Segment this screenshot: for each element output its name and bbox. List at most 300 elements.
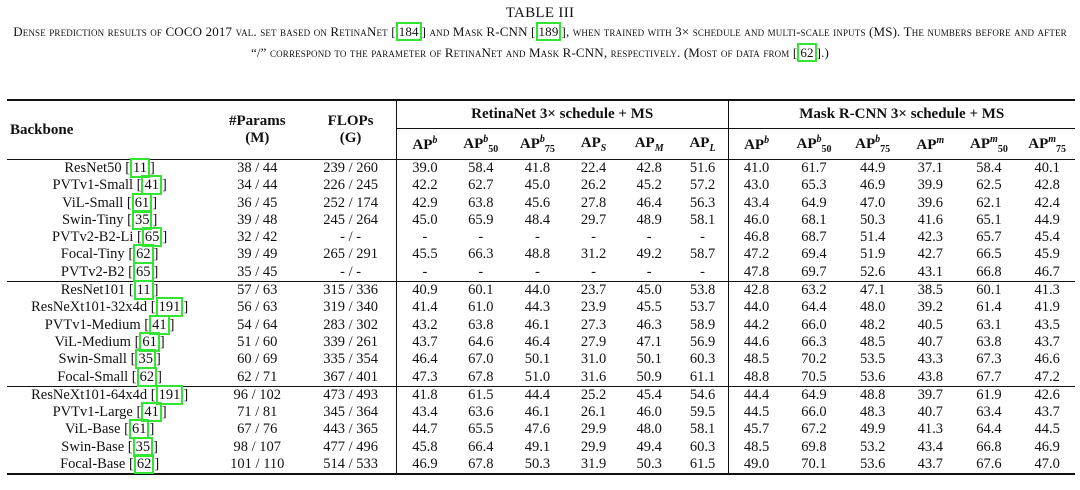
header-metric: $AP_M$ [634, 134, 664, 154]
table-body [7, 160, 1075, 475]
metric-value-cell: 66.0 [801, 316, 827, 333]
metric-value-cell: 47.3 [412, 368, 438, 385]
metric-value-cell: 67.2 [801, 421, 827, 438]
metric-value-cell: 48.5 [743, 351, 770, 368]
metric-value-cell: 48.8 [743, 368, 770, 385]
citation-link[interactable]: 41 [149, 315, 170, 335]
table-row [7, 317, 1075, 334]
metric-value-cell: 47.0 [859, 194, 886, 211]
metric-value-cell: 46.9 [396, 456, 453, 474]
metric-value-cell: 46.9 [859, 177, 886, 194]
metric-value-cell: 67.0 [468, 351, 494, 368]
metric-value-cell: 49.4 [636, 438, 662, 455]
metric-value-cell: 48.9 [636, 211, 662, 228]
metric-value-cell: 67.8 [453, 456, 509, 474]
flops-cell: 443 / 365 [305, 421, 396, 438]
metric-value-cell: 23.9 [580, 299, 607, 316]
metric-value-cell: 43.0 [743, 177, 770, 194]
metric-value-cell: 51.6 [677, 160, 728, 178]
header-metric: $AP^b$ [744, 134, 770, 153]
params-cell: 60 / 69 [237, 351, 278, 368]
metric-value-cell: 42.4 [1034, 194, 1060, 211]
metric-value-cell: 45.8 [412, 438, 438, 455]
citation-link[interactable]: 61 [132, 193, 153, 213]
metric-value-cell: 42.8 [621, 160, 678, 178]
metric-value-cell: 42.9 [412, 194, 438, 211]
metric-value-cell: 53.5 [859, 351, 886, 368]
metric-value-cell: 43.2 [412, 316, 438, 333]
metric-value-cell: 46.6 [1034, 351, 1060, 368]
metric-value-cell: 56.3 [677, 195, 728, 212]
metric-value-cell: 63.4 [976, 404, 1002, 421]
params-cell: 67 / 76 [237, 421, 278, 438]
table-row [7, 369, 1075, 387]
citation-link[interactable]: 62 [797, 43, 816, 62]
metric-value-cell: 58.1 [677, 421, 728, 438]
metric-value-cell: 58.7 [677, 246, 728, 263]
metric-value-cell: 60.3 [677, 439, 728, 456]
table-row [7, 246, 1075, 263]
metric-value-cell: 61.1 [677, 369, 728, 387]
metric-value-cell: 44.6 [743, 333, 770, 350]
metric-value-cell: 44.3 [524, 299, 551, 316]
metric-value-cell: 46.3 [636, 316, 662, 333]
flops-cell: 477 / 496 [305, 439, 396, 456]
params-cell: 101 / 110 [209, 456, 305, 474]
metric-value-cell: 43.4 [917, 438, 943, 455]
metric-value-cell: 66.8 [976, 263, 1002, 280]
table-row [7, 351, 1075, 368]
backbone-cell: ResNeXt101-32x4d [ 191 ] [31, 299, 189, 316]
header-metric: $AP_S$ [580, 134, 607, 154]
citation-link[interactable]: 41 [141, 402, 162, 422]
citation-link[interactable]: 62 [134, 454, 155, 474]
citation-link[interactable]: 61 [129, 419, 150, 439]
params-cell: 36 / 45 [237, 194, 278, 211]
backbone-cell: Swin-Tiny [ 35 ] [61, 211, 158, 228]
metric-value-cell: 40.5 [917, 316, 943, 333]
metric-value-cell: 64.4 [976, 421, 1002, 438]
header-metric: $AP^b_{75}$ [855, 133, 891, 155]
metric-value-cell: 41.8 [396, 386, 453, 404]
table-row [7, 421, 1075, 438]
backbone-cell: Swin-Small [ 35 ] [58, 351, 161, 368]
metric-value-cell: 49.2 [636, 246, 662, 263]
table-row [7, 229, 1075, 246]
metric-value-cell: 46.7 [1034, 263, 1060, 280]
metric-value-cell: 58.9 [677, 317, 728, 334]
params-cell: 39 / 49 [237, 246, 278, 263]
flops-cell: 226 / 245 [305, 177, 396, 194]
params-cell: 96 / 102 [209, 386, 305, 404]
metric-value-cell: 60.1 [453, 282, 509, 300]
metric-value-cell: 43.7 [902, 456, 959, 474]
metric-value-cell: 50.1 [524, 351, 551, 368]
flops-cell: - / - [305, 229, 396, 246]
params-cell: 32 / 42 [237, 229, 278, 246]
metric-value-cell: 51.9 [859, 246, 886, 263]
metric-value-cell: 52.6 [859, 263, 886, 280]
citation-link[interactable]: 35 [135, 349, 156, 369]
metric-value-cell: 39.0 [396, 160, 453, 178]
table-row [7, 404, 1075, 421]
metric-value-cell: - [591, 229, 596, 246]
metric-value-cell: 45.4 [621, 386, 678, 404]
flops-cell: 315 / 336 [305, 282, 396, 300]
table-caption: Dense prediction results of COCO 2017 val. set based on RetinaNet [ 184 ] and Mask R-CNN [ 189 ], when trained with 3× schedule and multi-scale inputs (MS). The numbers before and after “/” correspond to the parameter of RetinaNet and Mask R-CNN, respectively. (Most of data from [ 62 ].) [13, 24, 1067, 60]
backbone-cell: ViL-Small [ 61 ] [62, 194, 158, 211]
metric-value-cell: 61.9 [959, 386, 1020, 404]
flops-cell: 514 / 533 [305, 456, 396, 474]
metric-value-cell: 47.1 [843, 282, 902, 300]
citation-link[interactable]: 65 [142, 227, 163, 247]
metric-value-cell: 23.7 [566, 282, 621, 300]
backbone-cell: Focal-Tiny [ 62 ] [60, 246, 159, 263]
metric-value-cell: 27.9 [580, 333, 607, 350]
metric-value-cell: 47.6 [524, 421, 551, 438]
metric-value-cell: 48.8 [843, 386, 902, 404]
params-cell: 39 / 48 [237, 211, 278, 228]
metric-value-cell: 43.7 [1034, 404, 1060, 421]
metric-value-cell: 53.6 [843, 456, 902, 474]
metric-value-cell: 49.9 [859, 421, 886, 438]
table-row [7, 195, 1075, 212]
metric-value-cell: 49.0 [728, 456, 785, 474]
metric-value-cell: 47.2 [1034, 368, 1060, 385]
metric-value-cell: 46.0 [636, 404, 662, 421]
metric-value-cell: 45.2 [636, 177, 662, 194]
metric-value-cell: 40.1 [1019, 160, 1075, 178]
metric-value-cell: 68.7 [801, 229, 827, 246]
metric-value-cell: 48.3 [859, 404, 886, 421]
results-table [7, 99, 1075, 475]
metric-value-cell: 50.3 [859, 211, 886, 228]
metric-value-cell: 66.0 [801, 404, 827, 421]
metric-value-cell: 37.1 [902, 160, 959, 178]
metric-value-cell: 70.5 [801, 368, 827, 385]
metric-value-cell: - [646, 263, 652, 280]
backbone-cell: PVTv1-Medium [ 41 ] [44, 316, 175, 333]
table-row [7, 177, 1075, 194]
metric-value-cell: - [422, 229, 428, 246]
citation-link[interactable]: 41 [141, 175, 162, 195]
metric-value-cell: 46.4 [412, 351, 438, 368]
metric-value-cell: 63.8 [976, 333, 1002, 350]
citation-link[interactable]: 62 [133, 244, 154, 264]
metric-value-cell: 29.9 [580, 421, 607, 438]
metric-value-cell: 42.6 [1019, 386, 1075, 404]
metric-value-cell: 29.7 [580, 211, 607, 228]
flops-cell: 252 / 174 [305, 195, 396, 212]
metric-value-cell: 25.2 [566, 386, 621, 404]
flops-cell: 367 / 401 [305, 369, 396, 387]
backbone-cell: PVTv1-Small [ 41 ] [52, 177, 167, 194]
metric-value-cell: 42.2 [412, 177, 438, 194]
citation-link[interactable]: 35 [132, 210, 153, 230]
params-cell: 51 / 60 [237, 333, 278, 350]
metric-value-cell: 61.5 [453, 386, 509, 404]
backbone-cell: ViL-Base [ 61 ] [64, 421, 155, 438]
metric-value-cell: 22.4 [566, 160, 621, 178]
table-header [7, 100, 1075, 160]
flops-cell: 473 / 493 [305, 386, 396, 404]
metric-value-cell: 39.9 [917, 177, 943, 194]
citation-link[interactable]: 191 [156, 297, 184, 317]
header-metric: $AP_L$ [677, 129, 728, 160]
table-row [7, 386, 1075, 404]
metric-value-cell: 44.9 [843, 160, 902, 178]
metric-value-cell: 61.0 [468, 299, 494, 316]
citation-link[interactable]: 11 [130, 158, 150, 178]
metric-value-cell: 48.4 [524, 211, 551, 228]
metric-value-cell: 48.5 [859, 333, 886, 350]
table-row [7, 264, 1075, 282]
metric-value-cell: 66.3 [468, 246, 494, 263]
header-metric: $AP^b_{50}$ [796, 133, 832, 155]
metric-value-cell: 61.5 [677, 456, 728, 474]
flops-cell: 335 / 354 [305, 351, 396, 368]
metric-value-cell: 44.9 [1034, 211, 1060, 228]
metric-value-cell: - [422, 263, 428, 280]
flops-cell: 265 / 291 [305, 246, 396, 263]
metric-value-cell: 58.4 [959, 160, 1020, 178]
backbone-cell: ViL-Medium [ 61 ] [54, 333, 165, 350]
header-flops: FLOPs (G) [305, 100, 396, 160]
metric-value-cell: 62.7 [468, 177, 494, 194]
metric-value-cell: 67.7 [976, 368, 1002, 385]
backbone-cell: PVTv2-B2-Li [ 65 ] [52, 229, 168, 246]
metric-value-cell: 48.5 [743, 438, 770, 455]
metric-value-cell: 60.3 [677, 351, 728, 368]
metric-value-cell: 42.7 [917, 246, 943, 263]
metric-value-cell: 44.4 [509, 386, 567, 404]
metric-value-cell: 31.0 [580, 351, 607, 368]
citation-link[interactable]: 61 [139, 332, 160, 352]
metric-value-cell: 45.5 [636, 299, 662, 316]
metric-value-cell: 46.4 [524, 333, 551, 350]
metric-value-cell: 42.8 [728, 282, 785, 300]
metric-value-cell: 68.1 [801, 211, 827, 228]
citation-link[interactable]: 65 [133, 262, 154, 282]
metric-value-cell: 57.2 [677, 177, 728, 194]
metric-value-cell: - [677, 264, 728, 282]
metric-value-cell: 54.6 [677, 386, 728, 404]
metric-value-cell: 65.5 [468, 421, 494, 438]
metric-value-cell: 39.6 [917, 194, 943, 211]
metric-value-cell: 56.9 [677, 334, 728, 351]
table-row [7, 334, 1075, 351]
metric-value-cell: 46.1 [524, 316, 551, 333]
metric-value-cell: 66.5 [976, 246, 1002, 263]
metric-value-cell: 59.5 [677, 404, 728, 421]
header-metric: $AP^m_{75}$ [1028, 133, 1067, 155]
metric-value-cell: 66.4 [468, 438, 494, 455]
metric-value-cell: 45.9 [1034, 246, 1060, 263]
backbone-cell: PVTv1-Large [ 41 ] [52, 404, 167, 421]
header-metric: $AP^b$ [412, 134, 438, 153]
metric-value-cell: 40.7 [917, 333, 943, 350]
metric-value-cell: 50.3 [509, 456, 567, 474]
metric-value-cell: 53.6 [859, 368, 886, 385]
metric-value-cell: 44.7 [412, 421, 438, 438]
metric-value-cell: 43.8 [917, 368, 943, 385]
metric-value-cell: 63.1 [976, 316, 1002, 333]
header-retinanet: RetinaNet 3× schedule + MS [396, 100, 728, 129]
metric-value-cell: 45.0 [412, 211, 438, 228]
flops-cell: 283 / 302 [305, 317, 396, 334]
metric-value-cell: 27.8 [580, 194, 607, 211]
metric-value-cell: 45.7 [743, 421, 770, 438]
metric-value-cell: 66.3 [801, 333, 827, 350]
header-metric: $AP^b_{50}$ [463, 133, 499, 155]
metric-value-cell: 47.8 [743, 263, 770, 280]
metric-value-cell: 67.8 [468, 368, 494, 385]
metric-value-cell: 41.4 [412, 299, 438, 316]
metric-value-cell: - [591, 263, 596, 280]
metric-value-cell: 46.4 [636, 194, 662, 211]
metric-value-cell: 41.3 [1019, 282, 1075, 300]
metric-value-cell: 44.5 [743, 404, 770, 421]
metric-value-cell: 67.6 [959, 456, 1020, 474]
metric-value-cell: 53.8 [677, 282, 728, 300]
metric-value-cell: 69.7 [801, 263, 827, 280]
metric-value-cell: 45.0 [524, 177, 551, 194]
metric-value-cell: 31.2 [580, 246, 607, 263]
metric-value-cell: 44.0 [509, 282, 567, 300]
flops-cell: 345 / 364 [305, 404, 396, 421]
metric-value-cell: 43.7 [1034, 333, 1060, 350]
metric-value-cell: 63.6 [468, 404, 494, 421]
metric-value-cell: 41.0 [728, 160, 785, 178]
metric-value-cell: 29.9 [580, 438, 607, 455]
flops-cell: 339 / 261 [305, 334, 396, 351]
metric-value-cell: 50.3 [621, 456, 678, 474]
citation-link[interactable]: 35 [133, 437, 154, 457]
metric-value-cell: 51.4 [859, 229, 886, 246]
metric-value-cell: 50.1 [636, 351, 662, 368]
metric-value-cell: 44.5 [1034, 421, 1060, 438]
citation-link[interactable]: 11 [134, 280, 154, 300]
table-row [7, 160, 1075, 178]
metric-value-cell: 44.4 [728, 386, 785, 404]
metric-value-cell: 63.2 [785, 282, 844, 300]
backbone-cell: PVTv2-B2 [ 65 ] [60, 263, 159, 280]
metric-value-cell: - [534, 229, 540, 246]
metric-value-cell: - [478, 229, 484, 246]
metric-value-cell: 46.8 [743, 229, 770, 246]
metric-value-cell: 46.0 [743, 211, 770, 228]
header-params: #Params (M) [209, 100, 305, 160]
metric-value-cell: 27.3 [580, 316, 607, 333]
metric-value-cell: 69.4 [801, 246, 827, 263]
metric-value-cell: 58.1 [677, 212, 728, 229]
metric-value-cell: 40.7 [917, 404, 943, 421]
metric-value-cell: 43.3 [917, 351, 943, 368]
metric-value-cell: 64.9 [801, 194, 827, 211]
header-maskrcnn: Mask R-CNN 3× schedule + MS [728, 100, 1075, 129]
backbone-cell: Focal-Small [ 62 ] [57, 368, 162, 385]
citation-link[interactable]: 191 [156, 385, 184, 405]
citation-link[interactable]: 62 [137, 367, 158, 387]
header-metric: $AP^m$ [916, 134, 945, 153]
metric-value-cell: 45.4 [1034, 229, 1060, 246]
backbone-cell: Swin-Base [ 35 ] [61, 438, 158, 455]
params-cell: 57 / 63 [209, 282, 305, 300]
metric-value-cell: 48.2 [859, 316, 886, 333]
table-label: TABLE III [505, 5, 575, 21]
metric-value-cell: 65.9 [468, 211, 494, 228]
metric-value-cell: 65.7 [976, 229, 1002, 246]
params-cell: 34 / 44 [237, 177, 278, 194]
backbone-cell: ResNeXt101-64x4d [ 191 ] [7, 386, 209, 404]
metric-value-cell: 67.3 [976, 351, 1002, 368]
metric-value-cell: 60.1 [959, 282, 1020, 300]
backbone-cell: Focal-Base [ 62 ] [7, 456, 209, 474]
table-row [7, 439, 1075, 456]
metric-value-cell: 61.7 [785, 160, 844, 178]
flops-cell: 245 / 264 [305, 212, 396, 229]
metric-value-cell: 41.3 [917, 421, 943, 438]
metric-value-cell: - [677, 229, 728, 246]
header-backbone: Backbone [7, 100, 209, 160]
params-cell: 71 / 81 [237, 404, 278, 421]
metric-value-cell: 41.6 [917, 211, 943, 228]
citation-link[interactable]: 189 [536, 22, 562, 41]
backbone-cell: ResNet50 [ 11 ] [7, 160, 209, 178]
metric-value-cell: 26.1 [580, 404, 607, 421]
metric-value-cell: 61.4 [976, 299, 1002, 316]
flops-cell: 239 / 260 [305, 160, 396, 178]
metric-value-cell: 45.5 [412, 246, 438, 263]
flops-cell: - / - [305, 264, 396, 282]
metric-value-cell: 26.2 [580, 177, 607, 194]
metric-value-cell: 53.2 [859, 438, 886, 455]
metric-value-cell: 43.7 [412, 333, 438, 350]
metric-value-cell: 49.1 [524, 438, 551, 455]
metric-value-cell: 31.6 [580, 368, 607, 385]
metric-value-cell: 47.1 [636, 333, 662, 350]
metric-value-cell: 45.0 [621, 282, 678, 300]
metric-value-cell: 48.0 [636, 421, 662, 438]
metric-value-cell: 65.3 [801, 177, 827, 194]
metric-value-cell: 47.0 [1019, 456, 1075, 474]
metric-value-cell: 40.9 [396, 282, 453, 300]
metric-value-cell: 64.6 [468, 333, 494, 350]
metric-value-cell: 53.7 [677, 299, 728, 316]
params-cell: 54 / 64 [237, 316, 278, 333]
metric-value-cell: 62.1 [976, 194, 1002, 211]
metric-value-cell: 65.1 [976, 211, 1002, 228]
params-cell: 35 / 45 [237, 263, 278, 280]
backbone-cell: ResNet101 [ 11 ] [7, 282, 209, 300]
citation-link[interactable]: 184 [396, 22, 422, 41]
metric-value-cell: 63.8 [468, 316, 494, 333]
metric-value-cell: 31.9 [566, 456, 621, 474]
header-metric: $AP^b_{75}$ [519, 133, 555, 155]
metric-value-cell: 42.8 [1034, 177, 1060, 194]
metric-value-cell: 44.0 [743, 299, 770, 316]
table-row [7, 212, 1075, 229]
metric-value-cell: 43.5 [1034, 316, 1060, 333]
metric-value-cell: 48.0 [859, 299, 886, 316]
metric-value-cell: 41.9 [1034, 299, 1060, 316]
metric-value-cell: 50.9 [636, 368, 662, 385]
flops-cell: 319 / 340 [305, 299, 396, 316]
metric-value-cell: 70.2 [801, 351, 827, 368]
metric-value-cell: 62.5 [976, 177, 1002, 194]
table-row [7, 456, 1075, 474]
metric-value-cell: - [478, 263, 484, 280]
